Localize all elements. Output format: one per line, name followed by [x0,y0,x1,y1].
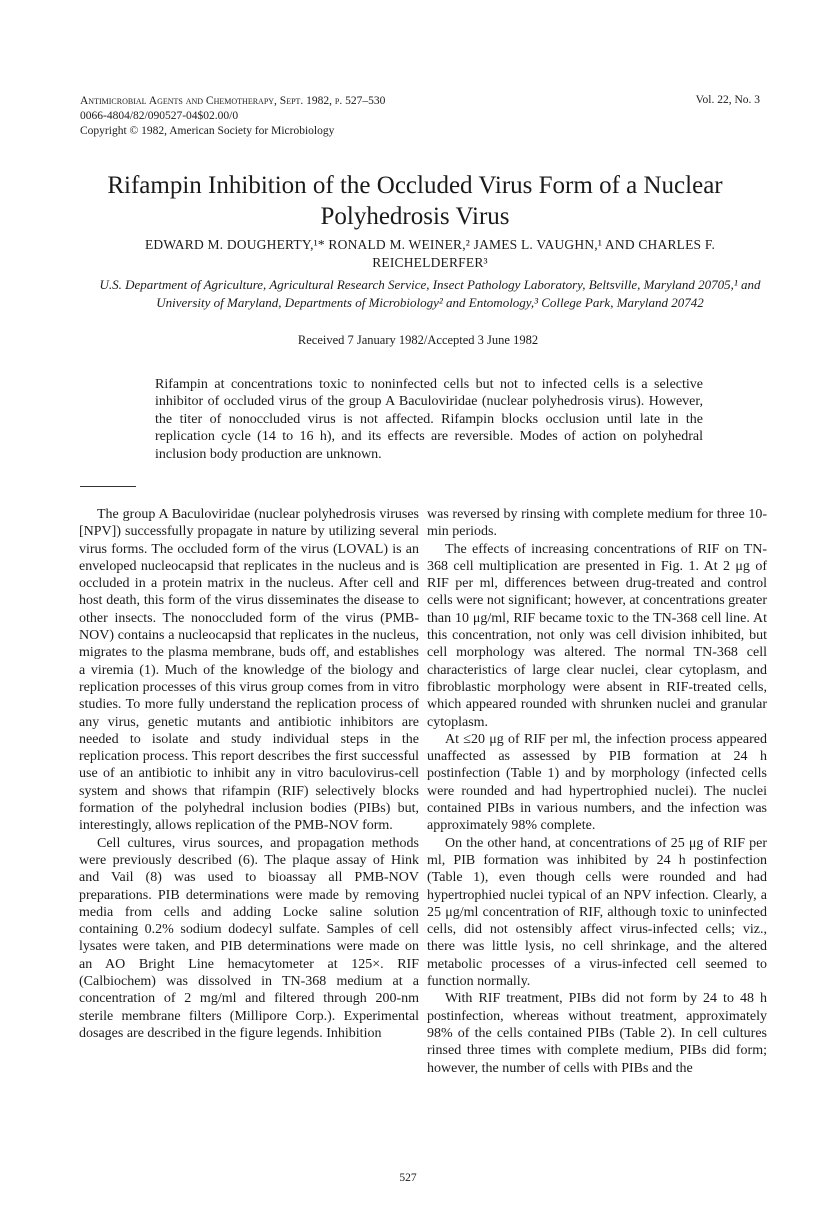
received-dates: Received 7 January 1982/Accepted 3 June 1982 [297,333,539,347]
journal-citation: Antimicrobial Agents and Chemotherapy, Sept. 1982, p. 527–530 [80,95,386,107]
body-paragraph: The effects of increasing concentrations of RIF on TN-368 cell multiplication are presented in Fig. 1. At 2 μg of RIF per ml, differences between drug-treated and control cells were not significant; however, at concentrations greater than 10 μg/ml, RIF became toxic to the TN-368 cell line. At this concentration, not only was cell division inhibited, but cell morphology was altered. The normal TN-368 cell characteristics of large clear nuclei, clear cytoplasm, and fibroblastic morphology were absent in RIF-treated cells, which appeared rounded with shrunken nuclei and granular cytoplasm. [427,541,767,730]
volume-issue: Vol. 22, No. 3 [695,94,760,106]
page-number: 527 [399,1172,417,1184]
article-title: Rifampin Inhibition of the Occluded Virus Form of a Nuclear Polyhedrosis Virus [107,172,723,230]
body-paragraph: On the other hand, at concentrations of 25 μg of RIF per ml, PIB formation was inhibited by 24 h postinfection (Table 1), even though cells were rounded and had hypertrophied nuclei typical of an NPV infection. Clearly, a 25 μg/ml concentration of RIF, although toxic to uninfected cells, did not ostensibly affect virus-infected cells; viz., there was little lysis, no cell shrinkage, and the altered metabolic processes of a virus-infected cell seemed to function normally. [427,835,767,990]
body-paragraph: At ≤20 μg of RIF per ml, the infection process appeared unaffected as assessed by PIB formation at 24 h postinfection (Table 1) and by morphology (infected cells were rounded and had hypertrophied nuclei). The nuclei contained PIBs in various numbers, and the infection was approximately 98% complete. [427,731,767,834]
body-column-left [79,506,419,1042]
journal-header [80,94,600,139]
body-paragraph-continued: was reversed by rinsing with complete medium for three 10-min periods. [427,507,767,540]
body-paragraph: The group A Baculoviridae (nuclear polyhedrosis viruses [NPV]) successfully propagate in nature by utilizing several virus forms. The occluded form of the virus (LOVAL) is an enveloped nucleocapsid that replicates in the nucleus and is occluded in a protein matrix in the nucleus. After cell and host death, this form of the virus disseminates the disease to other insects. The nonoccluded form of the virus (PMB-NOV) contains a nucleocapsid that replicates in the nucleus, migrates to the plasma membrane, buds off, and establishes a viremia (1). Much of the knowledge of the biology and replication processes of this virus group comes from in vitro studies. To more fully understand the replication process of any virus, genetic mutants and antibiotic inhibitors are needed to isolate and study individual steps in the replication process. This report describes the first successful use of an antibiotic to inhibit any in vitro baculovirus-cell system and shows that rifampin (RIF) selectively blocks formation of the polyhedral inclusion bodies (PIBs) but, interestingly, allows replication of the PMB-NOV form. [79,507,419,834]
article-code: 0066-4804/82/090527-04$02.00/0 [80,110,239,122]
affiliations: U.S. Department of Agriculture, Agricultural Research Service, Insect Pathology Laboratory, Beltsville, Maryland 20705,¹ and University of Maryland, Departments of Microbiology² and Entomology,³ College Park, Maryland 20742 [99,277,761,310]
copyright-line: Copyright © 1982, American Society for Microbiology [80,125,335,137]
body-paragraph: Cell cultures, virus sources, and propagation methods were previously described (6). The plaque assay of Hink and Vail (8) was used to bioassay all PMB-NOV preparations. PIB determinations were made by removing media from cells and adding Locke saline solution containing 0.2% sodium dodecyl sulfate. Samples of cell lysates were taken, and PIB determinations were made on an AO Bright Line hemacytometer at 125×. RIF (Calbiochem) was dissolved in TN-368 medium at a concentration of 2 mg/ml and filtered through 200-nm sterile membrane filters (Millipore Corp.). Experimental dosages are described in the figure legends. Inhibition [79,835,419,1041]
body-paragraph: With RIF treatment, PIBs did not form by 24 to 48 h postinfection, whereas without treatment, approximately 98% of the cells contained PIBs (Table 2). In cell cultures rinsed three times with complete medium, PIBs did form; however, the number of cells with PIBs and the [427,991,767,1076]
section-divider [80,486,136,487]
abstract: Rifampin at concentrations toxic to noninfected cells but not to infected cells is a selective inhibitor of occluded virus of the group A Baculoviridae (nuclear polyhedrosis virus). However, the titer of nonoccluded virus is not affected. Rifampin blocks occlusion until late in the replication cycle (14 to 16 h), and its effects are reversible. Modes of action on polyhedral inclusion body production are unknown. [155,377,703,462]
author-list: EDWARD M. DOUGHERTY,¹* RONALD M. WEINER,² JAMES L. VAUGHN,¹ AND CHARLES F. REICHELDERFER³ [144,237,716,270]
body-column-right [427,506,767,1077]
